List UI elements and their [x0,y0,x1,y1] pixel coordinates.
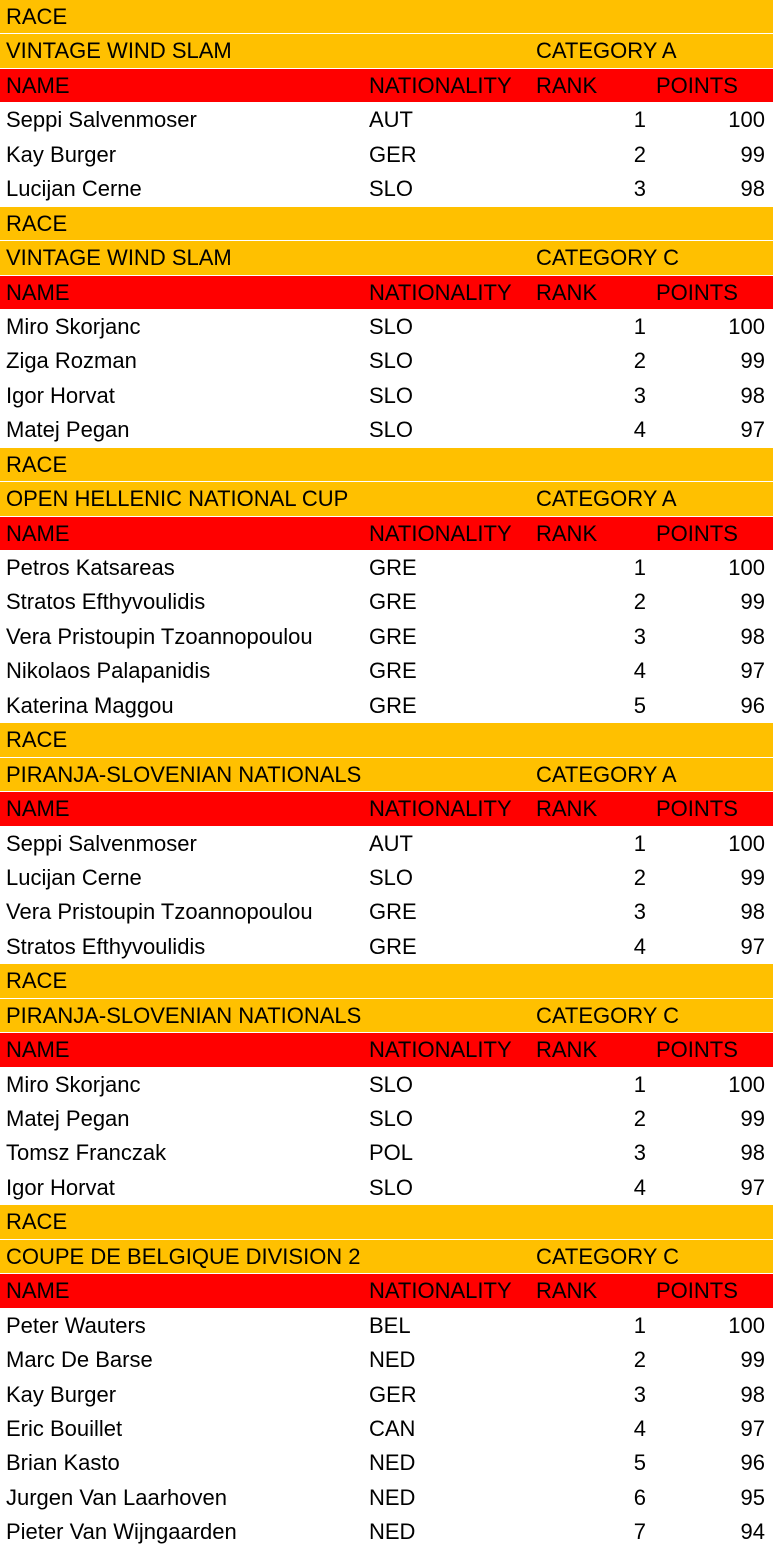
athlete-rank: 4 [633,1415,646,1441]
athlete-name: Stratos Efthyvoulidis [6,589,206,615]
table-row [0,379,773,413]
race-category: CATEGORY C [536,245,680,271]
athlete-rank: 7 [633,1519,646,1545]
athlete-name: Nikolaos Palapanidis [6,658,211,684]
athlete-points: 98 [740,176,765,202]
athlete-nationality: GER [369,141,417,167]
column-header-row [0,1274,773,1308]
athlete-points: 100 [728,830,765,856]
athlete-rank: 3 [633,382,646,408]
table-row [0,103,773,137]
athlete-nationality: NED [369,1347,416,1373]
athlete-points: 100 [728,1312,765,1338]
athlete-rank: 2 [633,141,646,167]
athlete-points: 100 [728,1071,765,1097]
athlete-nationality: SLO [369,382,414,408]
athlete-name: Stratos Efthyvoulidis [6,933,206,959]
athlete-name: Katerina Maggou [6,692,174,718]
athlete-points: 99 [740,589,765,615]
table-row [0,1309,773,1343]
header-points: POINTS [656,1278,738,1304]
athlete-nationality: NED [369,1484,416,1510]
athlete-nationality: BEL [369,1312,411,1338]
athlete-rank: 1 [633,313,646,339]
athlete-rank: 4 [633,1174,646,1200]
athlete-nationality: SLO [369,1106,414,1131]
column-header-row [0,792,773,826]
race-title: VINTAGE WIND SLAM [6,38,232,64]
table-row [0,138,773,172]
athlete-nationality: AUT [369,830,413,856]
athlete-points: 98 [740,899,765,925]
athlete-points: 100 [728,313,765,339]
athlete-points: 97 [740,417,765,443]
header-points: POINTS [656,1037,738,1063]
header-name: NAME [6,279,70,305]
header-nationality: NATIONALITY [369,1278,512,1304]
athlete-nationality: GRE [369,555,417,580]
race-category: CATEGORY A [536,761,677,787]
race-label-row [0,207,773,241]
table-row [0,620,773,654]
table-row [0,895,773,929]
athlete-points: 98 [740,382,765,408]
athlete-name: Brian Kasto [6,1450,120,1476]
table-row [0,585,773,619]
athlete-name: Eric Bouillet [6,1415,123,1441]
header-nationality: NATIONALITY [369,1037,512,1063]
athlete-nationality: POL [369,1140,414,1166]
race-category: CATEGORY C [536,1002,680,1028]
athlete-nationality: AUT [369,107,413,133]
athlete-name: Seppi Salvenmoser [6,830,197,856]
athlete-nationality: SLO [369,176,414,202]
athlete-rank: 2 [633,1106,646,1131]
table-row [0,689,773,723]
athlete-rank: 4 [633,933,646,959]
column-header-row [0,1033,773,1067]
athlete-points: 98 [740,1381,765,1407]
race-title: VINTAGE WIND SLAM [6,245,232,271]
athlete-name: Marc De Barse [6,1347,153,1373]
table-row [0,1446,773,1480]
athlete-nationality: NED [369,1450,416,1476]
race-category: CATEGORY A [536,38,677,64]
athlete-name: Seppi Salvenmoser [6,107,197,133]
header-nationality: NATIONALITY [369,72,512,98]
athlete-points: 99 [740,348,765,374]
athlete-name: Igor Horvat [6,382,115,408]
race-label-row [0,964,773,998]
athlete-nationality: NED [369,1519,416,1545]
athlete-name: Matej Pegan [6,417,130,443]
athlete-rank: 5 [633,692,646,718]
athlete-nationality: SLO [369,1174,414,1200]
athlete-points: 94 [740,1519,765,1545]
athlete-name: Ziga Rozman [6,348,137,374]
table-row [0,344,773,378]
race-label: RACE [6,727,68,753]
table-row [0,1068,773,1102]
athlete-name: Lucijan Cerne [6,176,142,202]
race-title: PIRANJA-SLOVENIAN NATIONALS [6,1002,362,1028]
header-points: POINTS [656,520,738,546]
race-label-row [0,0,773,34]
table-row [0,1171,773,1205]
athlete-name: Vera Pristoupin Tzoannopoulou [6,623,313,649]
athlete-rank: 1 [633,1312,646,1338]
athlete-points: 98 [740,623,765,649]
race-title-row [0,999,773,1033]
table-row [0,1378,773,1412]
athlete-nationality: SLO [369,417,414,443]
athlete-points: 99 [740,1347,765,1373]
athlete-points: 96 [740,692,765,718]
header-name: NAME [6,520,70,546]
athlete-rank: 3 [633,1140,646,1166]
athlete-name: Kay Burger [6,141,117,167]
athlete-rank: 2 [633,1347,646,1373]
header-rank: RANK [536,1037,598,1063]
table-row [0,551,773,585]
column-header-row [0,69,773,103]
athlete-name: Miro Skorjanc [6,313,141,339]
header-name: NAME [6,796,70,822]
athlete-rank: 3 [633,176,646,202]
athlete-rank: 2 [633,589,646,615]
athlete-nationality: SLO [369,313,414,339]
athlete-rank: 2 [633,348,646,374]
athlete-rank: 3 [633,1381,646,1407]
athlete-rank: 4 [633,658,646,684]
header-name: NAME [6,1278,70,1304]
race-label: RACE [6,451,68,477]
table-row [0,1481,773,1515]
athlete-rank: 1 [633,555,646,580]
table-row [0,654,773,688]
table-row [0,172,773,206]
race-label-row [0,1205,773,1239]
table-row [0,827,773,861]
race-label: RACE [6,4,68,29]
race-label-row [0,723,773,757]
table-row [0,861,773,895]
athlete-nationality: GRE [369,658,417,684]
athlete-nationality: GER [369,1381,417,1407]
athlete-nationality: GRE [369,899,417,925]
athlete-name: Igor Horvat [6,1174,115,1200]
race-label-row [0,448,773,482]
athlete-rank: 6 [633,1484,646,1510]
race-label: RACE [6,1209,68,1235]
athlete-rank: 5 [633,1450,646,1476]
athlete-rank: 4 [633,417,646,443]
athlete-points: 99 [740,141,765,167]
athlete-name: Vera Pristoupin Tzoannopoulou [6,899,313,925]
header-nationality: NATIONALITY [369,796,512,822]
athlete-name: Lucijan Cerne [6,864,142,890]
race-title-row [0,34,773,68]
athlete-rank: 1 [633,830,646,856]
athlete-nationality: GRE [369,589,417,615]
table-row [0,1102,773,1136]
athlete-points: 100 [728,107,765,133]
header-name: NAME [6,1037,70,1063]
table-row [0,1136,773,1170]
athlete-name: Peter Wauters [6,1312,146,1338]
athlete-nationality: SLO [369,864,414,890]
athlete-name: Pieter Van Wijngaarden [6,1519,237,1545]
header-rank: RANK [536,72,598,98]
athlete-points: 98 [740,1140,765,1166]
race-title: COUPE DE BELGIQUE DIVISION 2 [6,1243,361,1269]
race-title-row [0,758,773,792]
race-label: RACE [6,968,68,994]
athlete-rank: 3 [633,623,646,649]
table-row [0,413,773,447]
table-row [0,1343,773,1377]
athlete-rank: 2 [633,864,646,890]
column-header-row [0,276,773,310]
header-nationality: NATIONALITY [369,520,512,546]
header-name: NAME [6,72,70,98]
athlete-nationality: SLO [369,348,414,374]
race-title-row [0,1240,773,1274]
table-row [0,1515,773,1549]
athlete-name: Jurgen Van Laarhoven [6,1484,227,1510]
athlete-name: Kay Burger [6,1381,117,1407]
race-category: CATEGORY A [536,486,677,512]
athlete-rank: 1 [633,107,646,133]
table-row [0,310,773,344]
column-header-row [0,517,773,551]
race-title: OPEN HELLENIC NATIONAL CUP [6,486,349,512]
header-rank: RANK [536,279,598,305]
athlete-points: 96 [740,1450,765,1476]
table-row [0,1412,773,1446]
header-rank: RANK [536,796,598,822]
athlete-name: Miro Skorjanc [6,1071,141,1097]
header-nationality: NATIONALITY [369,279,512,305]
race-title-row [0,241,773,275]
header-points: POINTS [656,279,738,305]
athlete-nationality: GRE [369,623,417,649]
athlete-points: 100 [728,555,765,580]
athlete-points: 97 [740,658,765,684]
athlete-points: 97 [740,1174,765,1200]
athlete-nationality: GRE [369,933,417,959]
athlete-points: 99 [740,864,765,890]
athlete-points: 95 [740,1484,765,1510]
table-row [0,930,773,964]
athlete-nationality: CAN [369,1415,416,1441]
athlete-nationality: GRE [369,692,417,718]
athlete-name: Petros Katsareas [6,555,175,580]
race-category: CATEGORY C [536,1243,680,1269]
athlete-rank: 1 [633,1071,646,1097]
race-label: RACE [6,210,68,236]
athlete-name: Tomsz Franczak [6,1140,167,1166]
athlete-rank: 3 [633,899,646,925]
race-title-row [0,482,773,516]
athlete-points: 97 [740,933,765,959]
header-rank: RANK [536,1278,598,1304]
athlete-nationality: SLO [369,1071,414,1097]
athlete-points: 97 [740,1415,765,1441]
header-rank: RANK [536,520,598,546]
header-points: POINTS [656,796,738,822]
athlete-name: Matej Pegan [6,1106,130,1131]
athlete-points: 99 [740,1106,765,1131]
race-title: PIRANJA-SLOVENIAN NATIONALS [6,761,362,787]
header-points: POINTS [656,72,738,98]
